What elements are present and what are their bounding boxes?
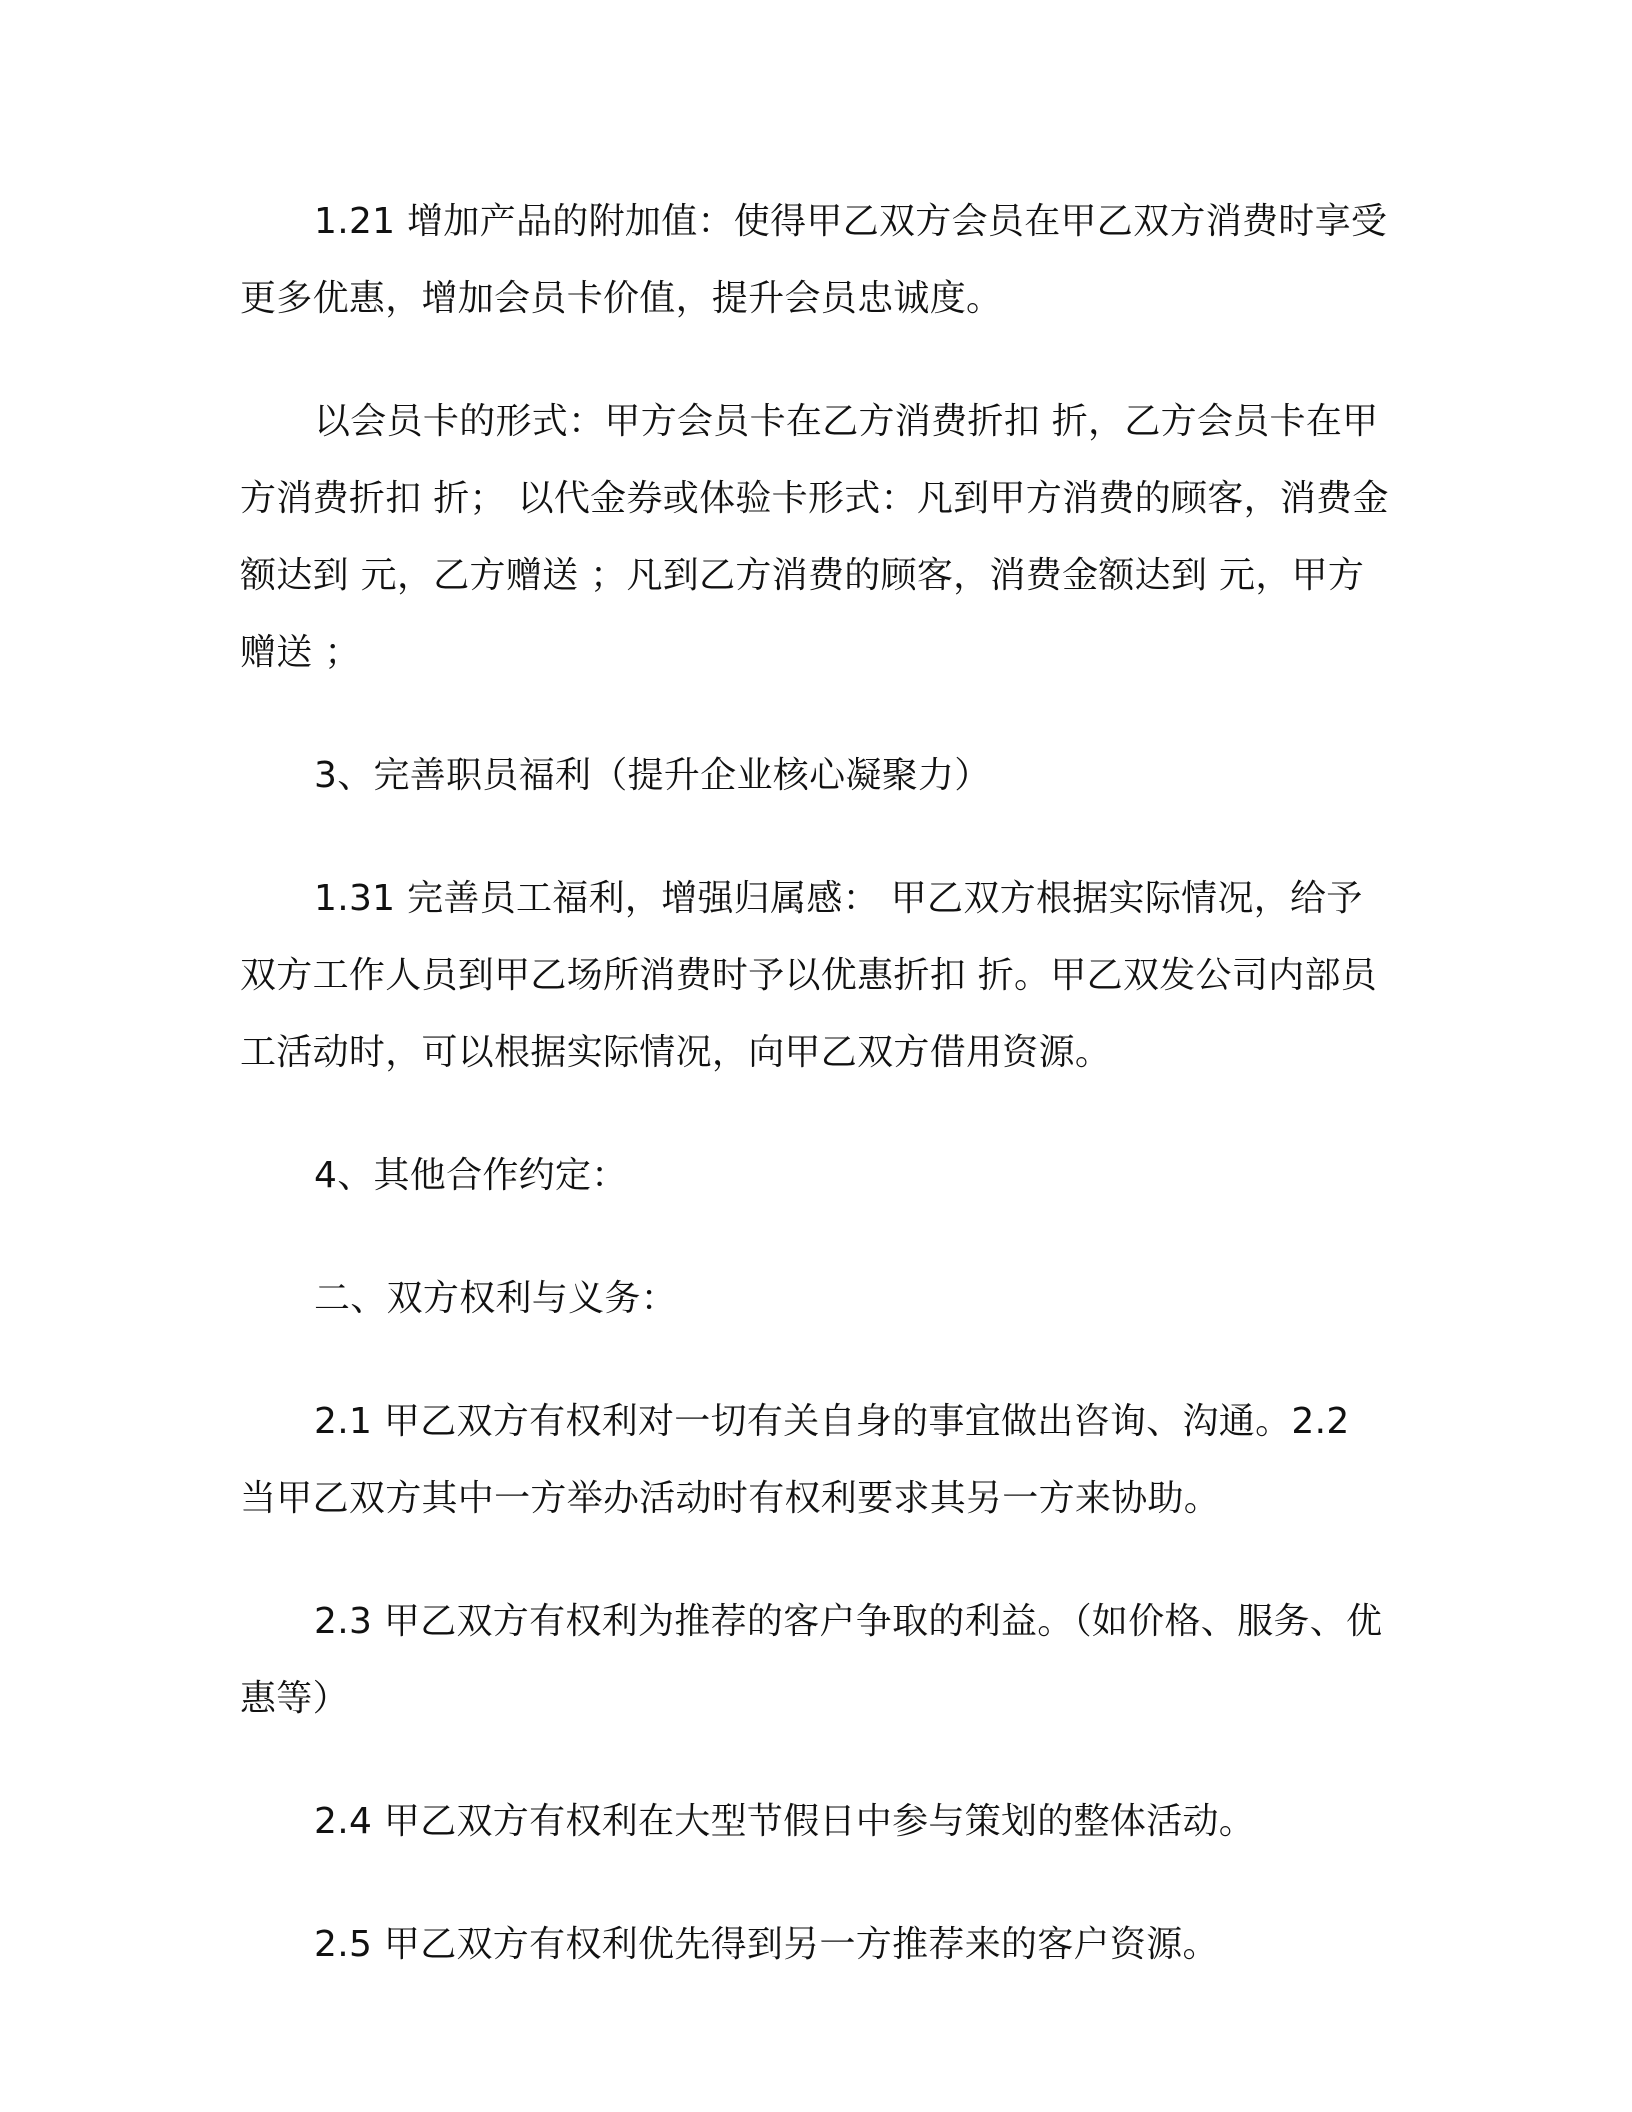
paragraph-2-5: 2.5 甲乙双方有权利优先得到另一方推荐来的客户资源。 (314, 1924, 1219, 1965)
heading-3-employee-welfare: 3、完善职员福利（提升企业核心凝聚力） (314, 755, 991, 796)
paragraph-2-3: 2.3 甲乙双方有权利为推荐的客户争取的利益。（如价格、服务、优惠等） (240, 1601, 1383, 1719)
paragraph-1-21-added-value: 1.21 增加产品的附加值：使得甲乙双方会员在甲乙双方消费时享受更多优惠，增加会员卡价值，提升会员忠诚度。 (240, 201, 1388, 319)
paragraph-1-31-employee-welfare: 1.31 完善员工福利，增强归属感： 甲乙双方根据实际情况，给予双方工作人员到甲乙场所消费时予以优惠折扣 折。甲乙双发公司内部员工活动时，可以根据实际情况，向甲乙双方借用资源。 (240, 878, 1378, 1073)
paragraph-membership-card-form: 以会员卡的形式：甲方会员卡在乙方消费折扣 折，乙方会员卡在甲方消费折扣 折； 以代金券或体验卡形式：凡到甲方消费的顾客，消费金额达到 元，乙方赠送 ；凡到乙方消费的顾客，消费金额达到 元，甲方赠送 ； (240, 401, 1389, 673)
paragraph-2-1-2-2: 2.1 甲乙双方有权利对一切有关自身的事宜做出咨询、沟通。2.2 当甲乙双方其中一方举办活动时有权利要求其另一方来协助。 (240, 1401, 1362, 1519)
paragraph-2-4: 2.4 甲乙双方有权利在大型节假日中参与策划的整体活动。 (314, 1801, 1256, 1842)
heading-2-rights-obligations: 二、双方权利与义务： (314, 1278, 678, 1319)
document-body (240, 183, 1392, 2029)
heading-4-other-agreements: 4、其他合作约定： (314, 1155, 628, 1196)
